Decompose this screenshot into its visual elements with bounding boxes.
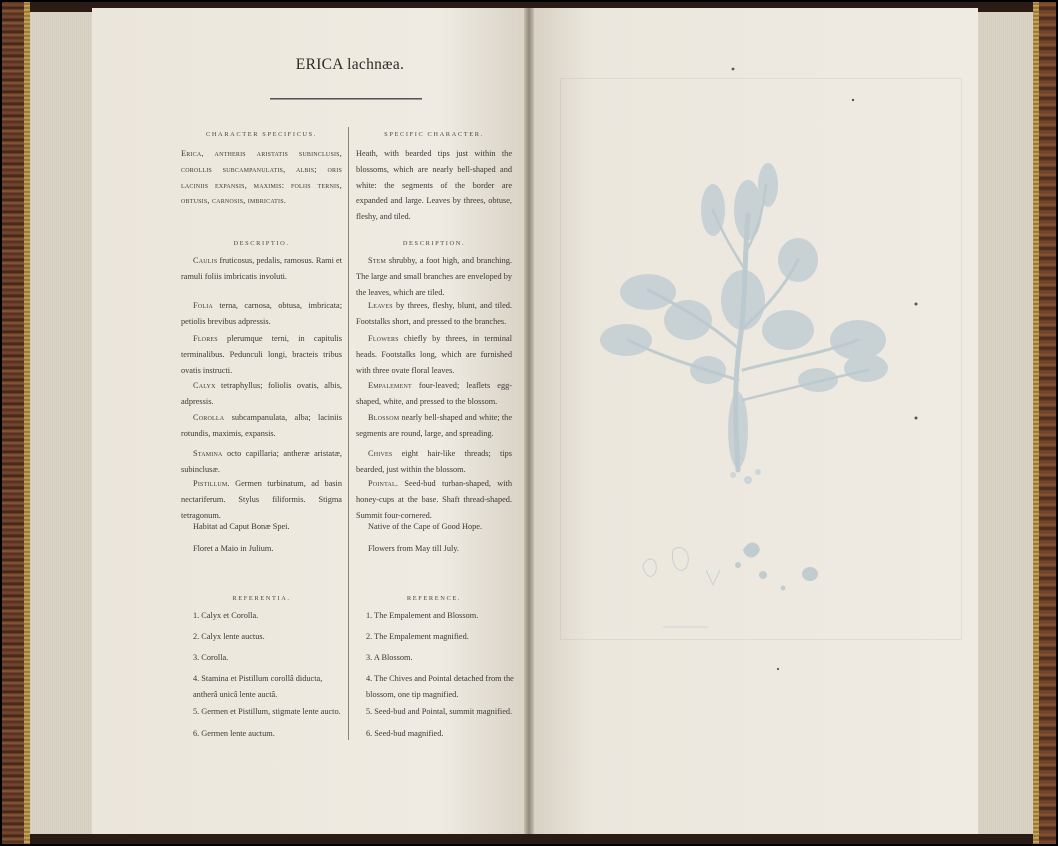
english-desc-paragraph	[356, 446, 512, 478]
latin-desc-paragraph	[181, 446, 342, 478]
latin-desc-text: tetraphyllus; foliolis ovatis, albis, adpressis.	[181, 381, 342, 406]
latin-column	[181, 0, 342, 846]
english-char-text	[356, 146, 512, 225]
latin-ref-item: 5. Germen et Pistillum, stigmate lente aucto.	[193, 707, 341, 716]
english-desc-paragraph	[356, 541, 512, 557]
latin-ref-item: 4. Stamina et Pistillum corollâ diducta, antherâ unicâ lente auctâ.	[193, 674, 323, 699]
latin-desc-text: plerumque terni, in capitulis terminalibus. Pedunculi longi, bracteis tribus ovatis instructi.	[181, 334, 342, 375]
latin-ref-item: 2. Calyx lente auctus.	[193, 632, 265, 641]
latin-char-text	[181, 146, 342, 209]
latin-desc-lead-word: Stamina	[193, 449, 223, 458]
english-desc-text: nearly bell-shaped and white; the segments are round, large, and spreading.	[356, 413, 512, 438]
english-desc-paragraph	[356, 476, 512, 523]
english-ref-heading: REFERENCE.	[406, 595, 462, 602]
column-divider	[348, 127, 349, 740]
english-char-heading: SPECIFIC CHARACTER.	[384, 131, 484, 138]
latin-desc-text: octo capillaria; antheræ aristatæ, subinclusæ.	[181, 449, 342, 474]
latin-ref-item: 1. Calyx et Corolla.	[193, 611, 259, 620]
english-desc-text: by threes, fleshy, blunt, and tiled. Footstalks short, and pressed to the branches.	[356, 301, 512, 326]
english-char-text-body: Heath, with bearded tips just within the blossoms, which are nearly bell-shaped and white: the segments of the border are expanded and large. Leaves by threes, obtuse, fleshy, and tiled.	[356, 149, 512, 222]
page-title: ERICA lachnæa.	[295, 56, 405, 73]
english-desc-text: Native of the Cape of Good Hope.	[368, 522, 483, 531]
latin-desc-paragraph	[181, 410, 342, 442]
latin-desc-paragraph	[181, 378, 342, 410]
english-column	[356, 0, 512, 846]
latin-desc-text: terna, carnosa, obtusa, imbricata; petiolis brevibus adpressis.	[181, 301, 342, 326]
latin-ref-heading: REFERENTIA.	[232, 595, 291, 602]
english-ref-item: 6. Seed-bud magnified.	[366, 729, 444, 738]
english-desc-lead-word: Stem	[368, 256, 387, 265]
latin-char-text-body: Erica, antheris aristatis subinclusis, corollis subcampanulatis, albis; oris laciniis expansis, maximis: foliis ternis, obtusis, carnosis, imbricatis.	[181, 149, 342, 206]
latin-desc-paragraph	[181, 298, 342, 330]
english-desc-text: Seed-bud turban-shaped, with honey-cups at the base. Shaft thread-shaped. Summit four-cornered.	[356, 479, 512, 520]
english-desc-text: shrubby, a foot high, and branching. The large and small branches are enveloped by the leaves, which are tiled.	[356, 256, 512, 297]
english-desc-text: chiefly by threes, in terminal heads. Footstalks long, which are furnished with three ovate floral leaves.	[356, 334, 512, 375]
latin-desc-lead-word: Corolla	[193, 413, 225, 422]
english-desc-paragraph	[356, 298, 512, 330]
english-desc-lead-word: Flowers	[368, 334, 399, 343]
english-desc-lead-word: Chives	[368, 449, 393, 458]
english-desc-text: four-leaved; leaflets egg-shaped, white, and pressed to the blossom.	[356, 381, 512, 406]
latin-desc-paragraph	[181, 541, 342, 557]
english-desc-text: eight hair-like threads; tips bearded, just within the blossom.	[356, 449, 512, 474]
botanical-plate-illustration	[548, 10, 968, 830]
english-desc-paragraph	[356, 253, 512, 300]
latin-desc-paragraph	[181, 519, 342, 535]
latin-desc-lead-word: Folia	[193, 301, 213, 310]
book-gutter	[524, 8, 534, 834]
latin-desc-lead-word: Flores	[193, 334, 218, 343]
english-desc-lead-word: Pointal.	[368, 479, 399, 488]
latin-ref-item: 6. Germen lente auctum.	[193, 729, 275, 738]
english-desc-paragraph	[356, 410, 512, 442]
english-ref-item: 5. Seed-bud and Pointal, summit magnified.	[366, 707, 513, 716]
english-desc-paragraph	[356, 519, 512, 535]
english-desc-paragraph	[356, 378, 512, 410]
latin-desc-lead-word: Calyx	[193, 381, 216, 390]
english-desc-lead-word: Blossom	[368, 413, 400, 422]
english-ref-item: 3. A Blossom.	[366, 653, 413, 662]
english-ref-item: 1. The Empalement and Blossom.	[366, 611, 479, 620]
page-stack-left	[30, 12, 96, 834]
english-desc-lead-word: Empalement	[368, 381, 412, 390]
english-desc-text: Flowers from May till July.	[368, 544, 459, 553]
english-ref-item: 4. The Chives and Pointal detached from the blossom, one tip magnified.	[366, 674, 514, 699]
page-stack-right	[977, 12, 1033, 834]
latin-char-heading: CHARACTER SPECIFICUS.	[205, 131, 317, 138]
latin-desc-text: Habitat ad Caput Bonæ Spei.	[193, 522, 290, 531]
latin-desc-paragraph	[181, 331, 342, 378]
english-ref-item: 2. The Empalement magnified.	[366, 632, 469, 641]
latin-desc-lead-word: Caulis	[193, 256, 218, 265]
latin-desc-text: Floret a Maio in Julium.	[193, 544, 274, 553]
latin-desc-lead-word: Pistillum.	[193, 479, 230, 488]
latin-desc-paragraph	[181, 476, 342, 523]
latin-desc-text: Germen turbinatum, ad basin nectariferum. Stylus filiformis. Stigma tetragonum.	[181, 479, 342, 520]
gilt-edge-right	[1033, 2, 1039, 844]
english-desc-lead-word: Leaves	[368, 301, 393, 310]
latin-ref-item: 3. Corolla.	[193, 653, 229, 662]
latin-desc-text: subcampanulata, alba; laciniis rotundis, maximis, expansis.	[181, 413, 342, 438]
english-desc-paragraph	[356, 331, 512, 378]
english-desc-heading: DESCRIPTION.	[402, 240, 466, 247]
latin-desc-heading: DESCRIPTIO.	[233, 240, 290, 247]
latin-desc-paragraph	[181, 253, 342, 285]
latin-desc-text: fruticosus, pedalis, ramosus. Rami et ramuli foliis imbricatis involuti.	[181, 256, 342, 281]
